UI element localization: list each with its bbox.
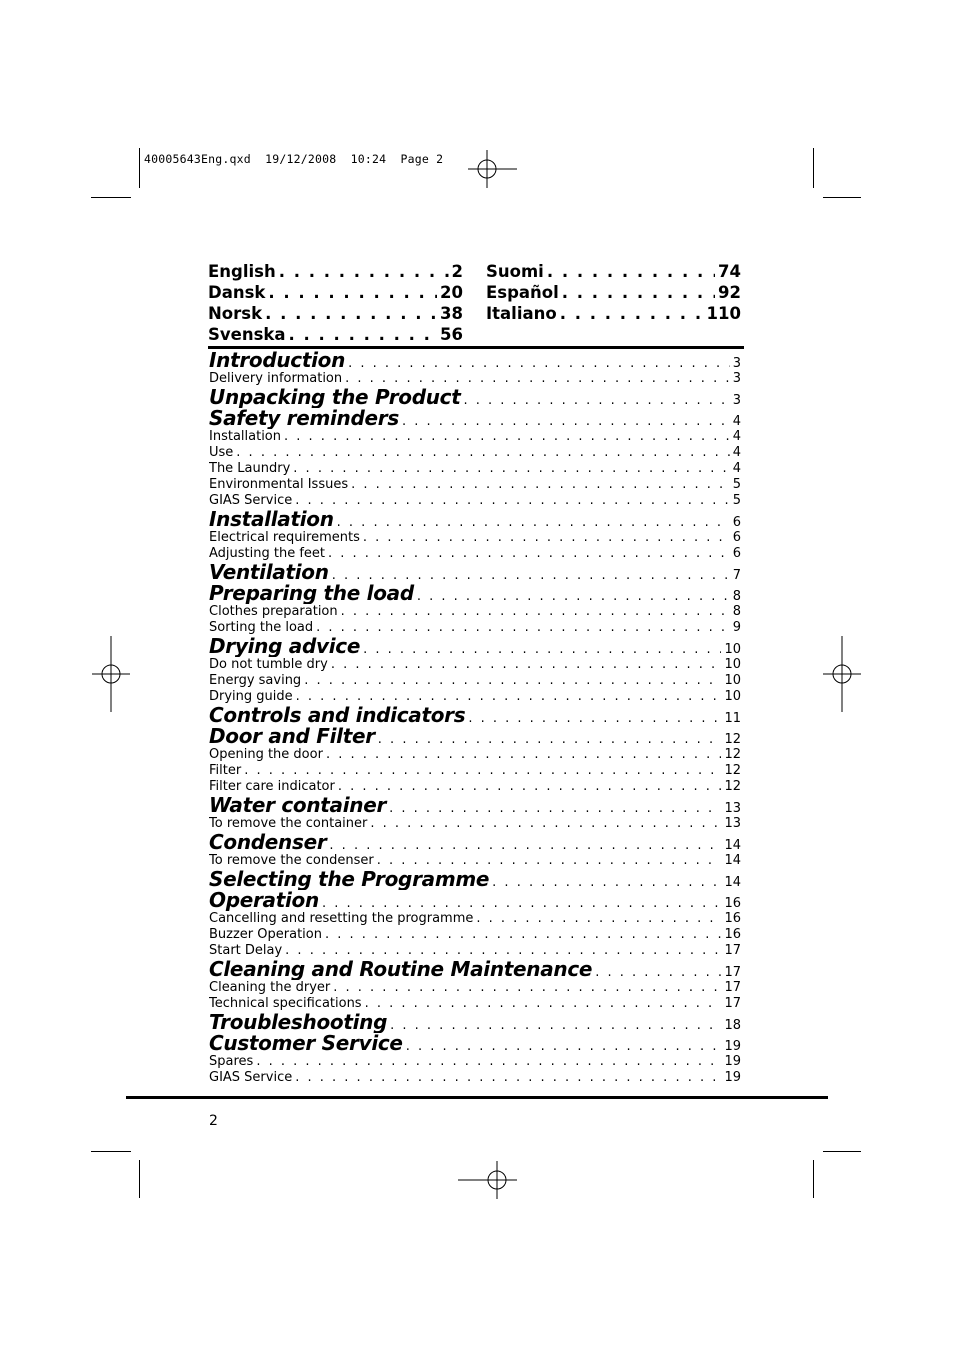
crop-mark xyxy=(91,197,131,198)
dot-leader xyxy=(333,980,721,996)
toc-page: 5 xyxy=(732,477,741,492)
dot-leader xyxy=(363,639,721,657)
dot-leader xyxy=(236,445,729,461)
toc-page: 10 xyxy=(724,657,741,672)
toc-page: 6 xyxy=(732,530,741,545)
dot-leader xyxy=(322,893,722,911)
toc-subsection-entry[interactable] xyxy=(209,747,741,763)
toc-section-entry[interactable] xyxy=(209,408,741,429)
language-entry[interactable] xyxy=(208,303,463,324)
toc-page: 11 xyxy=(724,711,741,726)
toc-subsection-entry[interactable] xyxy=(209,477,741,493)
toc-subsection-entry[interactable] xyxy=(209,673,741,689)
crop-mark xyxy=(813,1160,814,1198)
toc-label: Controls and indicators xyxy=(209,705,466,726)
toc-page: 14 xyxy=(724,838,741,853)
toc-label: Cleaning the dryer xyxy=(209,980,331,995)
language-page: 56 xyxy=(440,325,463,344)
toc-page: 7 xyxy=(732,568,741,583)
toc-label: Clothes preparation xyxy=(209,604,338,619)
toc-page: 6 xyxy=(732,546,741,561)
toc-page: 16 xyxy=(724,927,741,942)
toc-section-entry[interactable] xyxy=(209,509,741,530)
toc-page: 9 xyxy=(732,620,741,635)
toc-subsection-entry[interactable] xyxy=(209,927,741,943)
toc-label: Filter care indicator xyxy=(209,779,335,794)
language-name: English xyxy=(208,262,276,281)
toc-page: 3 xyxy=(732,356,741,371)
toc-page: 10 xyxy=(724,673,741,688)
toc-label: Ventilation xyxy=(209,562,329,583)
toc-label: The Laundry xyxy=(209,461,291,476)
toc-label: Troubleshooting xyxy=(209,1012,388,1033)
toc-page: 4 xyxy=(732,429,741,444)
dot-leader xyxy=(316,620,730,636)
toc-subsection-entry[interactable] xyxy=(209,779,741,795)
toc-page: 12 xyxy=(724,763,741,778)
language-page: 20 xyxy=(440,283,463,302)
toc-label: Technical specifications xyxy=(209,996,362,1011)
dot-leader xyxy=(328,546,730,562)
toc-subsection-entry[interactable] xyxy=(209,980,741,996)
crop-mark xyxy=(823,197,861,198)
language-name: Svenska xyxy=(208,325,286,344)
toc-section-entry[interactable] xyxy=(209,832,741,853)
dot-leader xyxy=(296,689,722,705)
toc-page: 19 xyxy=(724,1054,741,1069)
dot-leader xyxy=(338,779,722,795)
toc-label: Water container xyxy=(209,795,387,816)
toc-subsection-entry[interactable] xyxy=(209,620,741,636)
toc-subsection-entry[interactable] xyxy=(209,911,741,927)
toc-section-entry[interactable] xyxy=(209,387,741,408)
toc-label: Installation xyxy=(209,429,282,444)
toc-label: To remove the container xyxy=(209,816,368,831)
toc-subsection-entry[interactable] xyxy=(209,943,741,959)
toc-label: Drying guide xyxy=(209,689,293,704)
toc-section-entry[interactable] xyxy=(209,350,741,371)
language-name: Español xyxy=(486,283,559,302)
toc-label: Filter xyxy=(209,763,242,778)
language-name: Italiano xyxy=(486,304,557,323)
toc-page: 4 xyxy=(732,445,741,460)
crop-mark xyxy=(823,1151,861,1152)
toc-subsection-entry[interactable] xyxy=(209,763,741,779)
toc-label: Cancelling and resetting the programme xyxy=(209,911,474,926)
dot-leader xyxy=(402,411,730,429)
dot-leader xyxy=(329,835,721,853)
toc-subsection-entry[interactable] xyxy=(209,604,741,620)
dot-leader xyxy=(406,1036,722,1054)
dot-leader xyxy=(345,371,730,387)
crop-mark xyxy=(139,148,140,188)
toc-section-entry[interactable] xyxy=(209,869,741,890)
toc-section-entry[interactable] xyxy=(209,1033,741,1054)
dot-leader xyxy=(417,586,730,604)
toc-page: 17 xyxy=(724,980,741,995)
dot-leader xyxy=(377,853,722,869)
dot-leader xyxy=(337,512,730,530)
registration-mark-icon xyxy=(437,1161,517,1199)
toc-label: Delivery information xyxy=(209,371,343,386)
toc-label: GIAS Service xyxy=(209,493,293,508)
dot-leader xyxy=(468,708,721,726)
dot-leader xyxy=(284,429,730,445)
toc-page: 3 xyxy=(732,371,741,386)
dot-leader xyxy=(365,996,722,1012)
dot-leader xyxy=(326,747,722,763)
toc-label: Installation xyxy=(209,509,334,530)
page-number: 2 xyxy=(209,1113,218,1129)
toc-label: Operation xyxy=(209,890,319,911)
toc-subsection-entry[interactable] xyxy=(209,371,741,387)
language-name: Norsk xyxy=(208,304,263,323)
toc-subsection-entry[interactable] xyxy=(209,657,741,673)
dot-leader xyxy=(351,477,730,493)
toc-page: 4 xyxy=(732,414,741,429)
registration-mark-icon xyxy=(457,150,517,188)
toc-subsection-entry[interactable] xyxy=(209,1054,741,1070)
toc-section-entry[interactable] xyxy=(209,726,741,747)
toc-label: Environmental Issues xyxy=(209,477,349,492)
toc-subsection-entry[interactable] xyxy=(209,461,741,477)
dot-leader xyxy=(348,353,730,371)
crop-mark xyxy=(139,1160,140,1198)
toc-subsection-entry[interactable] xyxy=(209,546,741,562)
dot-leader xyxy=(341,604,730,620)
crop-mark xyxy=(91,1151,131,1152)
dot-leader xyxy=(378,729,722,747)
divider xyxy=(126,1096,828,1099)
toc-label: To remove the condenser xyxy=(209,853,374,868)
toc-label: Buzzer Operation xyxy=(209,927,322,942)
divider xyxy=(208,346,744,349)
toc-subsection-entry[interactable] xyxy=(209,689,741,705)
registration-mark-icon xyxy=(92,636,130,712)
toc-label: Do not tumble dry xyxy=(209,657,328,672)
toc-subsection-entry[interactable] xyxy=(209,816,741,832)
toc-section-entry[interactable] xyxy=(209,1012,741,1033)
toc-page: 18 xyxy=(724,1018,741,1033)
dot-leader xyxy=(476,911,721,927)
language-page: 110 xyxy=(706,304,741,323)
toc-subsection-entry[interactable] xyxy=(209,445,741,461)
dot-leader xyxy=(463,390,729,408)
language-name: Suomi xyxy=(486,262,544,281)
toc-subsection-entry[interactable] xyxy=(209,853,741,869)
toc-page: 19 xyxy=(724,1070,741,1085)
language-entry[interactable] xyxy=(486,282,741,303)
dot-leader xyxy=(389,798,721,816)
toc-label: Preparing the load xyxy=(209,583,414,604)
language-entry[interactable] xyxy=(208,261,463,282)
toc-label: Introduction xyxy=(209,350,346,371)
toc-page: 13 xyxy=(724,816,741,831)
toc-page: 19 xyxy=(724,1039,741,1054)
toc-label: Spares xyxy=(209,1054,254,1069)
toc-subsection-entry[interactable] xyxy=(209,1070,741,1086)
toc-page: 5 xyxy=(732,493,741,508)
toc-page: 3 xyxy=(732,393,741,408)
toc-label: Adjusting the feet xyxy=(209,546,326,561)
toc-page: 16 xyxy=(724,911,741,926)
toc-label: GIAS Service xyxy=(209,1070,293,1085)
dot-leader xyxy=(370,816,721,832)
toc-label: Drying advice xyxy=(209,636,361,657)
toc-page: 16 xyxy=(724,896,741,911)
toc-subsection-entry[interactable] xyxy=(209,493,741,509)
toc-label: Sorting the load xyxy=(209,620,314,635)
toc-subsection-entry[interactable] xyxy=(209,530,741,546)
dot-leader xyxy=(256,1054,721,1070)
toc-page: 14 xyxy=(724,875,741,890)
dot-leader xyxy=(331,657,722,673)
toc-section-entry[interactable] xyxy=(209,636,741,657)
toc-page: 17 xyxy=(724,965,741,980)
toc-page: 12 xyxy=(724,732,741,747)
dot-leader xyxy=(325,927,721,943)
toc-label: Use xyxy=(209,445,234,460)
toc-section-entry[interactable] xyxy=(209,795,741,816)
registration-mark-icon xyxy=(823,636,861,712)
toc-label: Safety reminders xyxy=(209,408,399,429)
toc-page: 17 xyxy=(724,996,741,1011)
dot-leader xyxy=(295,1070,721,1086)
toc-label: Customer Service xyxy=(209,1033,403,1054)
language-entry[interactable] xyxy=(486,261,741,282)
toc-label: Opening the door xyxy=(209,747,323,762)
toc-page: 4 xyxy=(732,461,741,476)
dot-leader xyxy=(363,530,730,546)
crop-mark xyxy=(813,148,814,188)
dot-leader xyxy=(285,943,721,959)
dot-leader xyxy=(390,1015,721,1033)
language-page: 2 xyxy=(451,262,463,281)
language-page: 38 xyxy=(440,304,463,323)
dot-leader xyxy=(492,872,721,890)
toc-page: 14 xyxy=(724,853,741,868)
table-of-contents xyxy=(209,350,741,1086)
toc-page: 10 xyxy=(724,689,741,704)
toc-section-entry[interactable] xyxy=(209,583,741,604)
dot-leader xyxy=(293,461,729,477)
toc-section-entry[interactable] xyxy=(209,890,741,911)
toc-subsection-entry[interactable] xyxy=(209,996,741,1012)
toc-page: 8 xyxy=(732,604,741,619)
dot-leader xyxy=(244,763,721,779)
language-page: 92 xyxy=(718,283,741,302)
toc-label: Door and Filter xyxy=(209,726,375,747)
toc-label: Cleaning and Routine Maintenance xyxy=(209,959,593,980)
toc-label: Energy saving xyxy=(209,673,302,688)
language-page: 74 xyxy=(718,262,741,281)
language-entry[interactable] xyxy=(208,324,463,345)
dot-leader xyxy=(295,493,729,509)
toc-section-entry[interactable] xyxy=(209,959,741,980)
toc-label: Unpacking the Product xyxy=(209,387,461,408)
dot-leader xyxy=(304,673,721,689)
toc-page: 12 xyxy=(724,747,741,762)
toc-section-entry[interactable] xyxy=(209,562,741,583)
toc-page: 12 xyxy=(724,779,741,794)
toc-page: 17 xyxy=(724,943,741,958)
dot-leader xyxy=(595,962,721,980)
toc-label: Start Delay xyxy=(209,943,283,958)
toc-label: Selecting the Programme xyxy=(209,869,490,890)
toc-subsection-entry[interactable] xyxy=(209,429,741,445)
print-slug: 40005643Eng.qxd 19/12/2008 10:24 Page 2 xyxy=(144,152,444,166)
language-entry[interactable] xyxy=(208,282,463,303)
toc-page: 6 xyxy=(732,515,741,530)
toc-page: 8 xyxy=(732,589,741,604)
dot-leader xyxy=(332,565,730,583)
toc-page: 10 xyxy=(724,642,741,657)
toc-section-entry[interactable] xyxy=(209,705,741,726)
toc-label: Condenser xyxy=(209,832,327,853)
language-name: Dansk xyxy=(208,283,266,302)
toc-page: 13 xyxy=(724,801,741,816)
language-entry[interactable] xyxy=(486,303,741,324)
toc-label: Electrical requirements xyxy=(209,530,360,545)
